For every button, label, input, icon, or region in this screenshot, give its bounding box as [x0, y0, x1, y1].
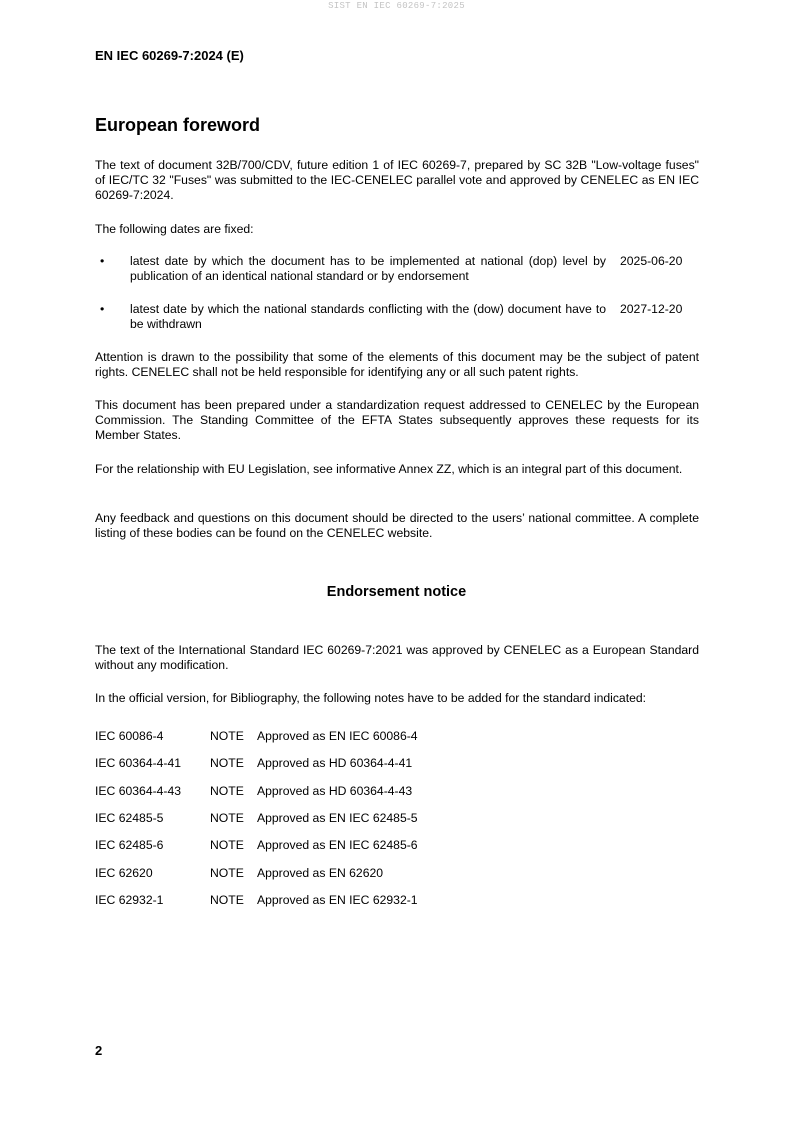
date-item-value: 2025-06-20 [620, 254, 683, 268]
feedback-paragraph: Any feedback and questions on this document should be directed to the users’ national committee. A complete listing of these bodies can be found on the CENELEC website. [95, 511, 699, 540]
endorsement-title: Endorsement notice [326, 584, 467, 600]
reference-standard: IEC 62485-5 [95, 811, 164, 825]
reference-row [95, 729, 699, 745]
reference-approved: Approved as EN 62620 [257, 866, 384, 880]
date-item-text: latest date by which the national standards conflicting with the (dow) document have to be withdrawn [130, 302, 606, 331]
reference-note: NOTE [210, 729, 244, 743]
foreword-intro: The text of document 32B/700/CDV, future edition 1 of IEC 60269-7, prepared by SC 32B "Low-voltage fuses" of IEC/TC 32 "Fuses" was submitted to the IEC-CENELEC parallel vote and approved by CENELEC as EN IEC 60269-7:2024. [95, 158, 699, 202]
foreword-title: European foreword [95, 115, 261, 135]
patent-paragraph: Attention is drawn to the possibility that some of the elements of this document may be the subject of patent rights. CENELEC shall not be held responsible for identifying any or all such patent rights. [95, 350, 699, 379]
reference-standard: IEC 62932-1 [95, 893, 164, 907]
reference-approved: Approved as EN IEC 62485-6 [257, 838, 418, 852]
date-item-text: latest date by which the document has to be implemented at national (dop) level by publication of an identical national standard or by endorsement [130, 254, 606, 283]
reference-row [95, 838, 699, 854]
reference-approved: Approved as EN IEC 62485-5 [257, 811, 418, 825]
endorsement-text: The text of the International Standard IEC 60269-7:2021 was approved by CENELEC as a European Standard without any modification. [95, 643, 699, 672]
reference-standard: IEC 62620 [95, 866, 153, 880]
reference-standard: IEC 60364-4-43 [95, 784, 182, 798]
mandate-paragraph: This document has been prepared under a standardization request addressed to CENELEC by the European Commission. The Standing Committee of the EFTA States subsequently approves these requests for its Member States. [95, 398, 699, 442]
dates-intro: The following dates are fixed: [95, 222, 254, 236]
bibliography-intro: In the official version, for Bibliography, the following notes have to be added for the standard indicated: [95, 691, 647, 705]
reference-row [95, 893, 699, 909]
page-number: 2 [95, 1043, 103, 1058]
bullet-marker: • [100, 254, 105, 268]
reference-note: NOTE [210, 866, 244, 880]
reference-note: NOTE [210, 893, 244, 907]
reference-approved: Approved as HD 60364-4-41 [257, 756, 413, 770]
watermark: SIST EN IEC 60269-7:2025 [328, 1, 465, 11]
reference-standard: IEC 60364-4-41 [95, 756, 182, 770]
reference-row [95, 866, 699, 882]
document-id: EN IEC 60269-7:2024 (E) [95, 48, 244, 63]
bullet-marker: • [100, 302, 105, 316]
legislation-paragraph: For the relationship with EU Legislation, see informative Annex ZZ, which is an integral part of this document. [95, 462, 683, 476]
reference-note: NOTE [210, 756, 244, 770]
date-item-value: 2027-12-20 [620, 302, 683, 316]
reference-approved: Approved as EN IEC 60086-4 [257, 729, 418, 743]
reference-note: NOTE [210, 838, 244, 852]
reference-approved: Approved as EN IEC 62932-1 [257, 893, 418, 907]
reference-row [95, 756, 699, 772]
reference-standard: IEC 60086-4 [95, 729, 164, 743]
reference-row [95, 784, 699, 800]
reference-note: NOTE [210, 784, 244, 798]
reference-row [95, 811, 699, 827]
reference-approved: Approved as HD 60364-4-43 [257, 784, 413, 798]
reference-note: NOTE [210, 811, 244, 825]
reference-standard: IEC 62485-6 [95, 838, 164, 852]
